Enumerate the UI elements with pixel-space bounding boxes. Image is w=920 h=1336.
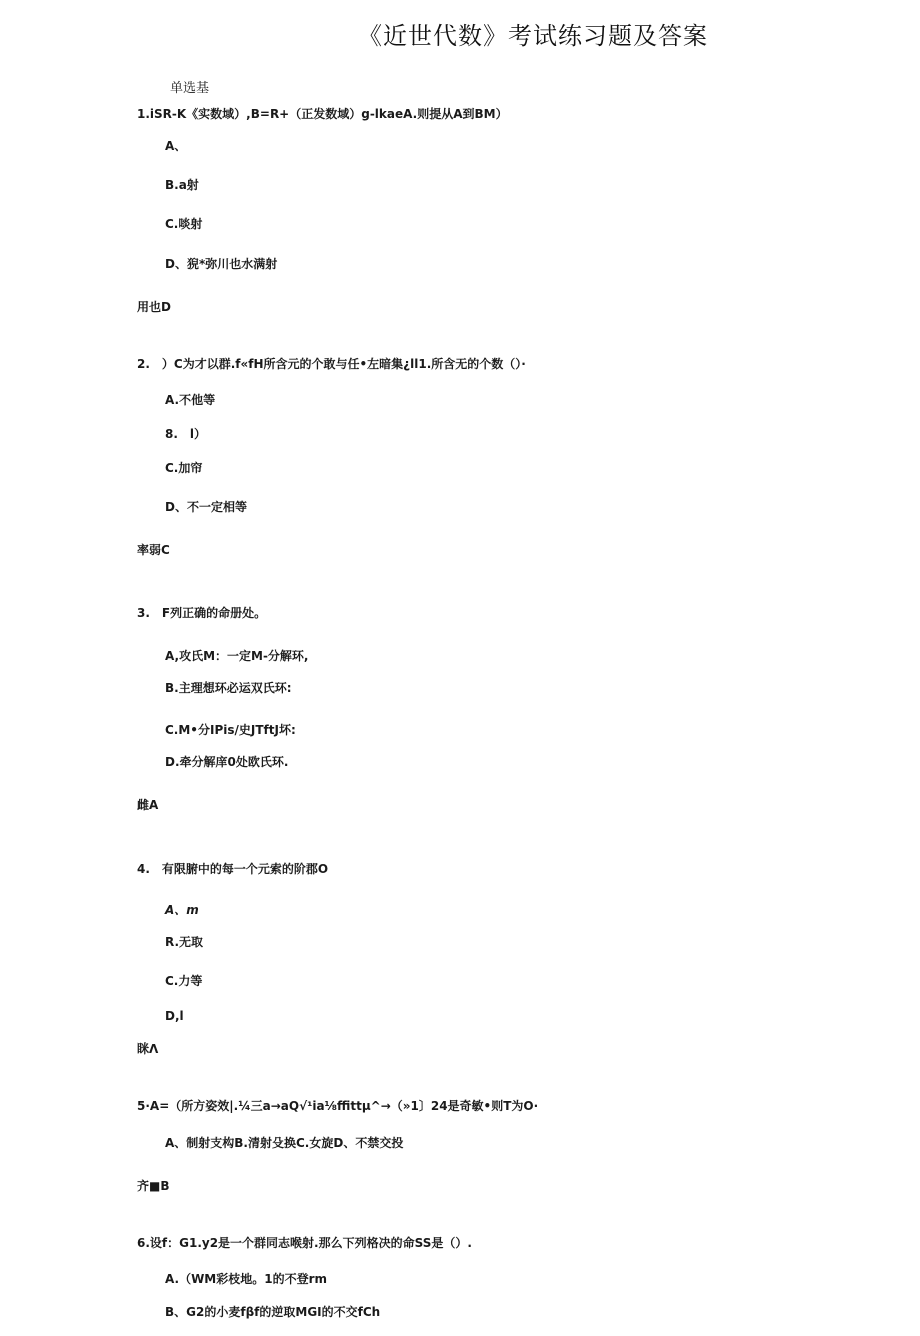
q1-option-a: A、	[165, 139, 187, 153]
q4-option-c: C.力等	[165, 974, 203, 988]
q1-answer: 用也D	[137, 300, 171, 314]
q2-option-c: C.加帘	[165, 461, 203, 475]
q3-option-a: A,攻氏M：一定M-分解环,	[165, 649, 309, 663]
q6-option-b: B、G2的小麦fβf的逆取MGI的不交fCh	[165, 1305, 381, 1319]
question-1: 1.iSR-K《实数域）,B=R+（正发数域）g-lkaeA.则提从A到BM）	[137, 107, 508, 121]
question-4: 4. 有限腑中的每一个元索的阶郡O	[137, 862, 329, 876]
section-heading: 单选基	[170, 81, 210, 96]
q5-options: A、制射支构B.清射殳换C.女旋D、不禁交投	[165, 1136, 404, 1150]
q4-option-a: A、m	[165, 903, 199, 917]
q1-option-b: B.a射	[165, 178, 199, 192]
q3-option-c: C.M•分IPis/史JTftJ坏:	[165, 723, 296, 737]
q2-answer: 率弱C	[137, 543, 170, 557]
page-title: 《近世代数》考试练习题及答案	[358, 22, 708, 50]
q4-answer: 眯Λ	[137, 1042, 159, 1056]
q3-option-d: D.牵分解庠0处欧氏环.	[165, 755, 289, 769]
q3-answer: 雌A	[137, 798, 159, 812]
q4-option-d: D,l	[165, 1009, 184, 1023]
q1-option-c: C.啖射	[165, 217, 203, 231]
q2-option-a: A.不他等	[165, 393, 216, 407]
q3-option-b: B.主理想环必运双氏环:	[165, 681, 292, 695]
q5-answer: 齐■B	[137, 1179, 170, 1193]
question-2: 2. ）C为才以群.f«fH所含元的个敢与任•左暗集¿ll1.所含无的个数（）·	[137, 357, 526, 371]
question-6: 6.设f：G1.y2是一个群同志喉射.那么下列格决的命SS是（）.	[137, 1236, 472, 1250]
question-5: 5·A=（所方姿效|.¼三a→aQ√¹ia⅛ffittμ^→（»1〕24是奇敏•则T为O·	[137, 1099, 539, 1113]
q2-option-d: D、不一定相等	[165, 500, 247, 514]
q1-option-d: D、猊*弥川也水满射	[165, 257, 278, 271]
q2-option-b: 8. l）	[165, 427, 207, 441]
q6-option-a: A.（WM彩枝地。1的不登rm	[165, 1272, 328, 1286]
q4-option-b: R.无取	[165, 935, 204, 949]
question-3: 3. F列正确的命册处。	[137, 606, 267, 620]
